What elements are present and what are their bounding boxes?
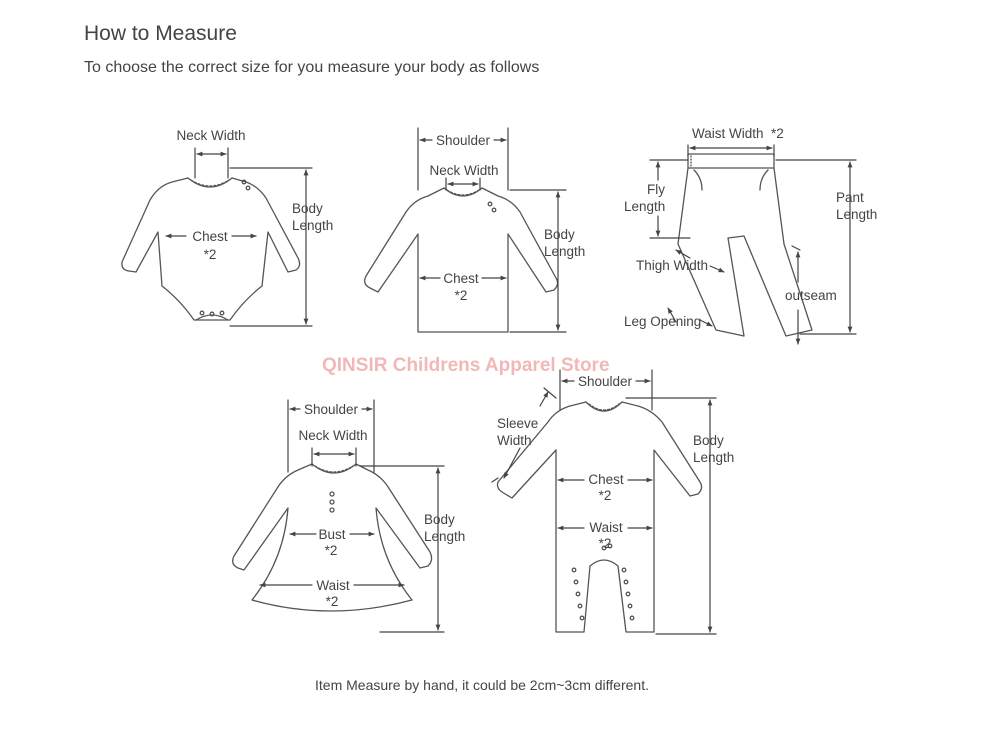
dress-body-length-label-1: Body	[424, 512, 455, 527]
pants-thigh-width-label: Thigh Width	[636, 258, 709, 273]
pants-pant-length-label-1: Pant	[836, 190, 864, 205]
bodysuit-body-length-label-2: Length	[292, 218, 334, 233]
dress-waist-label: Waist	[316, 578, 350, 593]
pants-outseam-label: outseam	[785, 288, 837, 303]
romper-chest-mult-label: *2	[598, 488, 612, 503]
romper-body-length-label-2: Length	[693, 450, 735, 465]
pants-waist-width-label: Waist Width	[692, 126, 764, 141]
dress-waist-mult-label: *2	[325, 594, 339, 609]
romper-body-length-label-1: Body	[693, 433, 724, 448]
pants-waist-mult-label: *2	[771, 126, 784, 141]
bodysuit-measure-lines	[166, 148, 312, 326]
footer-note: Item Measure by hand, it could be 2cm~3cm different.	[315, 677, 649, 693]
dress-body-length-label-2: Length	[424, 529, 466, 544]
tshirt-neck-width-label: Neck Width	[429, 163, 499, 178]
tshirt-body-length-label-1: Body	[544, 227, 575, 242]
bodysuit-neck-width-label: Neck Width	[176, 128, 246, 143]
romper-waist-mult-label: *2	[598, 536, 612, 551]
romper-chest-label: Chest	[588, 472, 624, 487]
store-watermark: QINSIR Childrens Apparel Store	[322, 355, 610, 376]
romper-waist-label: Waist	[589, 520, 623, 535]
bodysuit-body-length-label-1: Body	[292, 201, 323, 216]
dress-shoulder-label: Shoulder	[303, 402, 359, 417]
pants-leg-opening-label: Leg Opening	[624, 314, 702, 329]
bodysuit-labels	[176, 128, 333, 262]
romper-labels	[497, 374, 734, 551]
romper-sleeve-width-label-2: Width	[497, 433, 532, 448]
dress-bust-label: Bust	[318, 527, 346, 542]
romper-sleeve-width-label-1: Sleeve	[497, 416, 539, 431]
pants-fly-length-label-2: Length	[624, 199, 666, 214]
tshirt-body-length-label-2: Length	[544, 244, 586, 259]
bodysuit-chest-label: Chest	[192, 229, 228, 244]
pants-labels	[624, 126, 877, 329]
dress-labels	[298, 402, 465, 609]
pants-fly-length-label-1: Fly	[647, 182, 665, 197]
bodysuit-chest-mult-label: *2	[203, 247, 217, 262]
tshirt-shoulder-label: Shoulder	[435, 133, 491, 148]
page-subtitle: To choose the correct size for you measure your body as follows	[84, 59, 540, 76]
tshirt-chest-label: Chest	[443, 271, 479, 286]
romper-shoulder-label: Shoulder	[577, 374, 633, 389]
tshirt-figure	[365, 188, 558, 332]
pants-figure	[678, 154, 812, 336]
pants-pant-length-label-2: Length	[836, 207, 878, 222]
page-title: How to Measure	[84, 22, 237, 45]
dress-bust-mult-label: *2	[324, 543, 338, 558]
tshirt-chest-mult-label: *2	[454, 288, 468, 303]
dress-neck-width-label: Neck Width	[298, 428, 368, 443]
